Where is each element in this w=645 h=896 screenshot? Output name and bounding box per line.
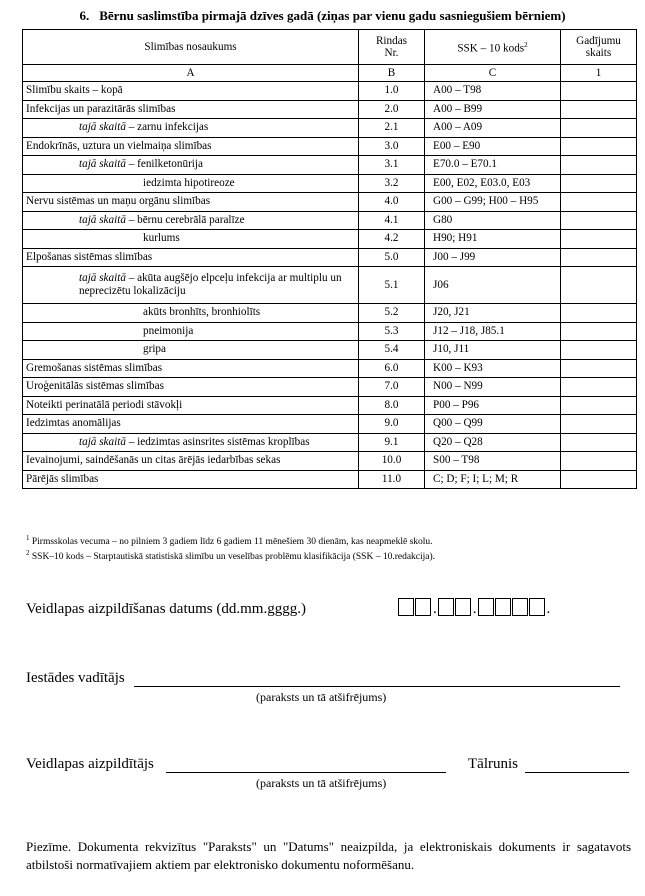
- ssk-code: N00 – N99: [425, 378, 561, 397]
- ssk-code: E00, E02, E03.0, E03: [425, 174, 561, 193]
- cases-input[interactable]: [561, 248, 637, 267]
- cases-input[interactable]: [561, 156, 637, 175]
- ssk-code: Q20 – Q28: [425, 433, 561, 452]
- table-row: [23, 230, 637, 249]
- table-row: [23, 359, 637, 378]
- row-number: 5.2: [359, 304, 425, 323]
- disease-name: Gremošanas sistēmas slimības: [23, 359, 359, 378]
- cases-input[interactable]: [561, 193, 637, 212]
- table-row: [23, 470, 637, 489]
- date-box[interactable]: [438, 598, 454, 616]
- row-number: 4.0: [359, 193, 425, 212]
- disease-name: pneimonija: [23, 322, 359, 341]
- header-ssk: SSK – 10 kods$^2$: [425, 30, 561, 65]
- date-box[interactable]: [455, 598, 471, 616]
- row-number: 2.0: [359, 100, 425, 119]
- disease-name: Infekcijas un parazitārās slimības: [23, 100, 359, 119]
- cases-input[interactable]: [561, 267, 637, 304]
- ssk-code: G00 – G99; H00 – H95: [425, 193, 561, 212]
- cases-input[interactable]: [561, 396, 637, 415]
- row-number: 5.0: [359, 248, 425, 267]
- row-number: 3.0: [359, 137, 425, 156]
- ssk-code: H90; H91: [425, 230, 561, 249]
- note: Piezīme. Dokumenta rekvizītus "Paraksts" un "Datums" neaizpilda, ja elektroniskais dokuments ir sagatavots atbilstoši normatīvajiem aktiem par elektronisko dokumentu noformēšanu.: [26, 839, 631, 872]
- date-box[interactable]: [415, 598, 431, 616]
- table-row: [23, 156, 637, 175]
- cases-input[interactable]: [561, 452, 637, 471]
- ssk-code: A00 – B99: [425, 100, 561, 119]
- header-name: Slimības nosaukums: [23, 30, 359, 65]
- ssk-code: A00 – T98: [425, 82, 561, 101]
- ssk-code: E00 – E90: [425, 137, 561, 156]
- disease-name: gripa: [23, 341, 359, 360]
- disease-name: Slimību skaits – kopā: [23, 82, 359, 101]
- cases-input[interactable]: [561, 82, 637, 101]
- section-title-text: Bērnu saslimstība pirmajā dzīves gadā (ziņas par vienu gadu sasniegušiem bērniem): [99, 8, 566, 23]
- table-row: [23, 433, 637, 452]
- disease-name: akūts bronhīts, bronhiolīts: [23, 304, 359, 323]
- header-cases: Gadījumu skaits: [561, 30, 637, 65]
- cases-input[interactable]: [561, 304, 637, 323]
- cases-input[interactable]: [561, 378, 637, 397]
- disease-name: Noteikti perinatālā periodi stāvokļi: [23, 396, 359, 415]
- cases-input[interactable]: [561, 211, 637, 230]
- ssk-code: P00 – P96: [425, 396, 561, 415]
- ssk-code: J00 – J99: [425, 248, 561, 267]
- table-row: [23, 267, 637, 304]
- filler-signature-hint: (paraksts un tā atšifrējums): [256, 776, 387, 790]
- table-row: [23, 193, 637, 212]
- date-box[interactable]: [495, 598, 511, 616]
- table-row: [23, 211, 637, 230]
- ssk-code: S00 – T98: [425, 452, 561, 471]
- disease-name: tajā skaitā – akūta augšējo elpceļu infekcija ar multiplu un neprecizētu lokalizāciju: [23, 267, 359, 304]
- row-number: 6.0: [359, 359, 425, 378]
- row-number: 4.2: [359, 230, 425, 249]
- cases-input[interactable]: [561, 100, 637, 119]
- date-input-boxes[interactable]: . . .: [398, 598, 551, 616]
- table-row: [23, 137, 637, 156]
- ssk-code: K00 – K93: [425, 359, 561, 378]
- row-number: 10.0: [359, 452, 425, 471]
- date-box[interactable]: [529, 598, 545, 616]
- footnote-2: $^2$ SSK–10 kods – Starptautiskā statistiskā slimību un veselības problēmu klasifikācija (SSK – 10.redakcija).: [26, 549, 436, 563]
- row-number: 1.0: [359, 82, 425, 101]
- ssk-code: J20, J21: [425, 304, 561, 323]
- disease-name: Iedzimtas anomālijas: [23, 415, 359, 434]
- table-row: [23, 248, 637, 267]
- cases-input[interactable]: [561, 322, 637, 341]
- cases-input[interactable]: [561, 119, 637, 138]
- cases-input[interactable]: [561, 174, 637, 193]
- row-number: 5.4: [359, 341, 425, 360]
- ssk-code: G80: [425, 211, 561, 230]
- table-row: [23, 100, 637, 119]
- cases-input[interactable]: [561, 341, 637, 360]
- disease-name: tajā skaitā – bērnu cerebrālā paralīze: [23, 211, 359, 230]
- table-header-row: [23, 30, 637, 65]
- row-number: 9.1: [359, 433, 425, 452]
- section-number: 6.: [79, 8, 90, 23]
- head-signature-line[interactable]: [134, 672, 620, 687]
- section-title: [0, 8, 645, 24]
- row-number: 5.3: [359, 322, 425, 341]
- footnote-1: $^1$ Pirmsskolas vecuma – no pilniem 3 gadiem līdz 6 gadiem 11 mēnešiem 30 dienām, kas neapmeklē skolu.: [26, 534, 433, 548]
- table-letter-row: A B C 1: [23, 65, 637, 82]
- row-number: 2.1: [359, 119, 425, 138]
- row-number: 8.0: [359, 396, 425, 415]
- table-row: [23, 322, 637, 341]
- ssk-code: Q00 – Q99: [425, 415, 561, 434]
- row-number: 11.0: [359, 470, 425, 489]
- table-row: [23, 174, 637, 193]
- cases-input[interactable]: [561, 415, 637, 434]
- disease-name: iedzimta hipotireoze: [23, 174, 359, 193]
- table-row: [23, 452, 637, 471]
- row-number: 9.0: [359, 415, 425, 434]
- cases-input[interactable]: [561, 359, 637, 378]
- disease-name: Pārējās slimības: [23, 470, 359, 489]
- date-box[interactable]: [478, 598, 494, 616]
- table-row: [23, 341, 637, 360]
- filler-label: Veidlapas aizpildītājs: [26, 756, 154, 772]
- table-row: [23, 82, 637, 101]
- ssk-code: J06: [425, 267, 561, 304]
- disease-name: Endokrīnās, uztura un vielmaiņa slimības: [23, 137, 359, 156]
- date-box[interactable]: [398, 598, 414, 616]
- disease-name: Ievainojumi, saindēšanās un citas ārējās iedarbības sekas: [23, 452, 359, 471]
- table-row: [23, 415, 637, 434]
- filler-signature-line[interactable]: [166, 758, 446, 773]
- table-row: [23, 304, 637, 323]
- disease-name: tajā skaitā – iedzimtas asinsrites sistēmas kroplības: [23, 433, 359, 452]
- table-row: [23, 119, 637, 138]
- table-row: [23, 396, 637, 415]
- phone-label: Tālrunis: [468, 756, 518, 772]
- ssk-code: J12 – J18, J85.1: [425, 322, 561, 341]
- header-row-number: Rindas Nr.: [359, 30, 425, 65]
- ssk-code: E70.0 – E70.1: [425, 156, 561, 175]
- row-number: 5.1: [359, 267, 425, 304]
- row-number: 3.2: [359, 174, 425, 193]
- disease-name: kurlums: [23, 230, 359, 249]
- cases-input[interactable]: [561, 230, 637, 249]
- row-number: 3.1: [359, 156, 425, 175]
- disease-name: tajā skaitā – fenilketonūrija: [23, 156, 359, 175]
- cases-input[interactable]: [561, 433, 637, 452]
- head-signature-hint: (paraksts un tā atšifrējums): [256, 690, 387, 704]
- table-row: [23, 378, 637, 397]
- ssk-code: J10, J11: [425, 341, 561, 360]
- disease-name: Nervu sistēmas un maņu orgānu slimības: [23, 193, 359, 212]
- date-label: Veidlapas aizpildīšanas datums (dd.mm.gggg.): [26, 601, 306, 617]
- ssk-code: A00 – A09: [425, 119, 561, 138]
- disease-name: tajā skaitā – zarnu infekcijas: [23, 119, 359, 138]
- morbidity-table: [22, 29, 637, 489]
- cases-input[interactable]: [561, 137, 637, 156]
- disease-name: Elpošanas sistēmas slimības: [23, 248, 359, 267]
- cases-input[interactable]: [561, 470, 637, 489]
- date-box[interactable]: [512, 598, 528, 616]
- head-label: Iestādes vadītājs: [26, 670, 125, 686]
- phone-line[interactable]: [525, 758, 629, 773]
- disease-name: Uroģenitālās sistēmas slimības: [23, 378, 359, 397]
- row-number: 4.1: [359, 211, 425, 230]
- row-number: 7.0: [359, 378, 425, 397]
- ssk-code: C; D; F; I; L; M; R: [425, 470, 561, 489]
